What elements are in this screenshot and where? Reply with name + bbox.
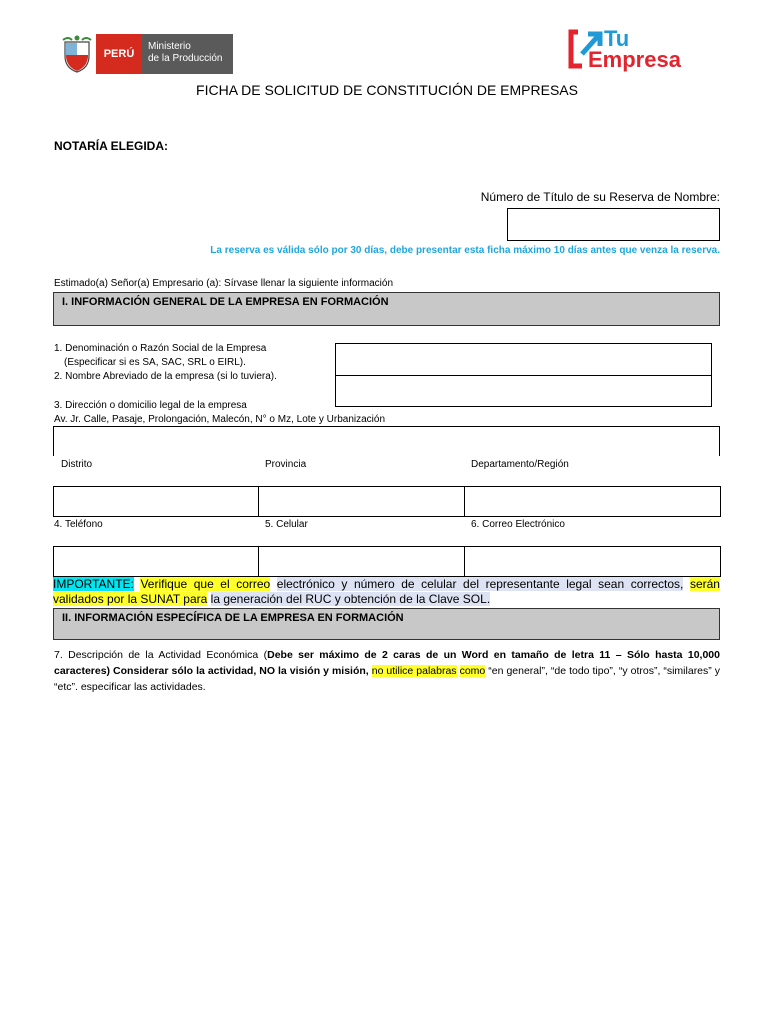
importante-part1: Verifique que el correo (140, 577, 271, 591)
peru-ministry-logo (60, 34, 233, 74)
departamento-field[interactable] (464, 486, 721, 517)
peru-coat-of-arms-icon (60, 34, 94, 74)
section2-title: II. INFORMACIÓN ESPECÍFICA DE LA EMPRESA EN FORMACIÓN (62, 612, 404, 624)
reserva-note: La reserva es válida sólo por 30 días, debe presentar esta ficha máximo 10 días antes que venza la reserva. (210, 245, 720, 256)
nombre-abreviado-field[interactable] (335, 375, 712, 407)
intro-text: Estimado(a) Señor(a) Empresario (a): Sírvase llenar la siguiente información (54, 278, 394, 289)
distrito-label: Distrito (61, 459, 93, 470)
correo-field[interactable] (464, 546, 721, 577)
telefono-label: 4. Teléfono (54, 519, 103, 530)
importante-part3: serán (689, 577, 720, 591)
peru-badge (96, 34, 142, 74)
section1-title: I. INFORMACIÓN GENERAL DE LA EMPRESA EN FORMACIÓN (62, 296, 389, 308)
distrito-field[interactable] (53, 486, 259, 517)
ministry-badge (142, 34, 233, 74)
reserva-number-field[interactable] (507, 208, 720, 241)
departamento-label: Departamento/Región (471, 459, 569, 470)
ministry-line2: de la Producción (148, 53, 223, 64)
provincia-field[interactable] (258, 486, 465, 517)
reserva-label: Número de Título de su Reserva de Nombre: (480, 190, 720, 204)
q3-line1: 3. Dirección o domicilio legal de la empresa (54, 400, 247, 411)
q2-label: 2. Nombre Abreviado de la empresa (si lo tuviera). (54, 371, 277, 382)
peru-label: PERÚ (103, 48, 135, 60)
importante-part5: la generación del RUC y obtención de la Clave SOL. (210, 592, 491, 606)
razon-social-field[interactable] (335, 343, 712, 376)
ministry-line1: Ministerio (148, 41, 191, 52)
q7-description (54, 647, 720, 695)
q1-label (54, 342, 277, 384)
page-title: FICHA DE SOLICITUD DE CONSTITUCIÓN DE EMPRESAS (196, 82, 578, 98)
direccion-field[interactable] (53, 426, 720, 456)
q1-line2: (Especificar si es SA, SAC, SRL o EIRL). (64, 357, 246, 368)
q3-label (54, 399, 385, 427)
q7-part-a: 7. Descripción de la Actividad Económica ( (54, 649, 268, 661)
section2-header (53, 608, 720, 640)
tu-empresa-logo (568, 28, 713, 72)
correo-label: 6. Correo Electrónico (471, 519, 565, 530)
q7-part-d: como (459, 665, 486, 677)
notaria-label: NOTARÍA ELEGIDA: (54, 139, 168, 153)
brand-tu: Tu (604, 26, 630, 51)
provincia-label: Provincia (265, 459, 307, 470)
brand-empresa: Empresa (588, 47, 681, 72)
importante-notice (53, 577, 720, 607)
q1-line1: 1. Denominación o Razón Social de la Empresa (54, 343, 267, 354)
importante-part2: electrónico y número de celular del representante legal sean correctos, (276, 577, 684, 591)
q7-part-c: no utilice palabras (371, 665, 457, 677)
q3-line2: Av. Jr. Calle, Pasaje, Prolongación, Malecón, N° o Mz, Lote y Urbanización (54, 414, 386, 425)
q7-part-e: “en general”, “de todo tipo”, “y otros”, “similares” y “etc”. especificar las actividades. (54, 665, 721, 693)
q7-part-b: Debe ser máximo de 2 caras de un Word en tamaño de letra 11 – Sólo hasta 10,000 caracteres) Considerar sólo la actividad, NO la visión y misión, (54, 649, 720, 677)
section1-header (53, 292, 720, 326)
celular-field[interactable] (258, 546, 465, 577)
celular-label: 5. Celular (265, 519, 308, 530)
importante-part4: validados por la SUNAT para (53, 592, 208, 606)
telefono-field[interactable] (53, 546, 259, 577)
importante-label: IMPORTANTE: (53, 577, 134, 591)
